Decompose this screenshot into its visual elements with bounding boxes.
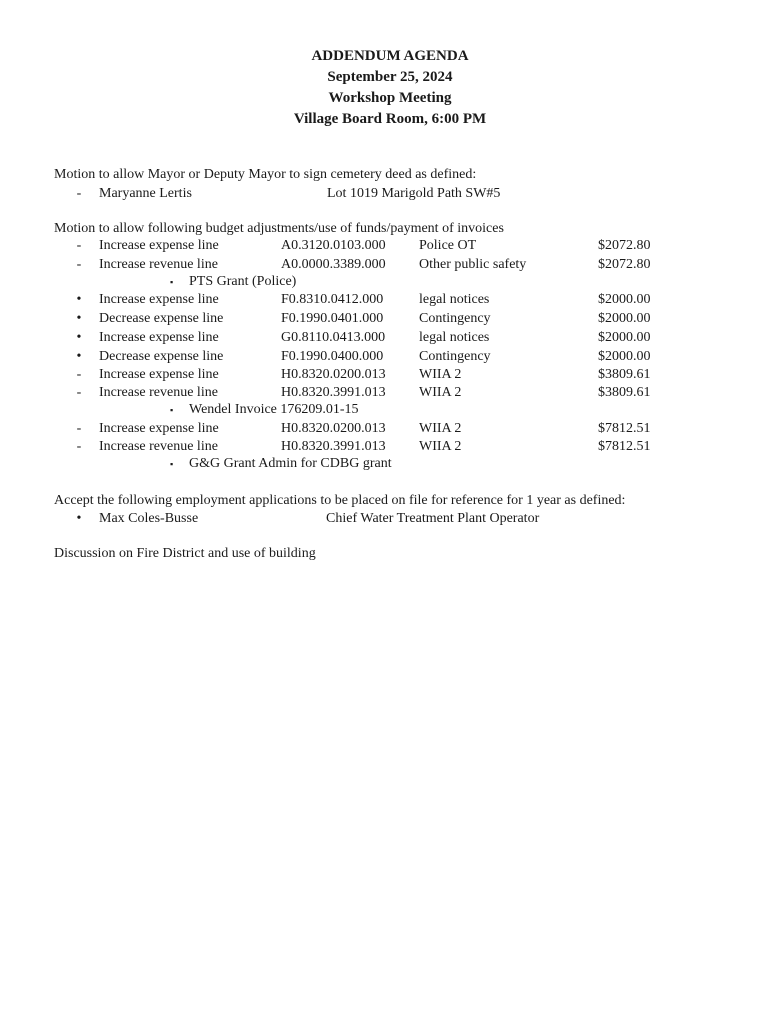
square-bullet-icon: ▪ [170,405,174,415]
dash-marker: - [76,257,82,272]
amount: $7812.51 [598,439,651,454]
budget-row [0,310,770,328]
dash-marker: - [76,186,82,201]
amount: $2000.00 [598,292,651,307]
account-code: A0.0000.3389.000 [281,257,386,272]
account-code: F0.8310.0412.000 [281,292,384,307]
amount: $2000.00 [598,349,651,364]
purpose: WIIA 2 [419,439,462,454]
agenda-title: ADDENDUM AGENDA [311,48,469,64]
adjustment-type: Increase expense line [99,238,219,253]
purpose: Contingency [419,311,491,326]
purpose: Other public safety [419,257,527,272]
adjustment-type: Increase expense line [99,330,219,345]
budget-row [0,329,770,347]
account-code: G0.8110.0413.000 [281,330,386,345]
agenda-header [0,46,770,130]
employment-row [0,510,770,528]
agenda-page: ADDENDUM AGENDA September 25, 2024 Workshop Meeting Village Board Room, 6:00 PM Motion to allow Mayor or Deputy Mayor to sign cemetery deed as defined: - Maryanne Lertis Lot 1019 Marigold Path SW#5 Motion to allow following budget adjustments/use of funds/payment of invoices - Increase expense line A0.3120.0103.000 Police OT $2072.80 - Increase revenue line A0.0000.3389.000 Other public safety $2072.80 ▪ PTS Grant (Police) • Increase expense line F0.8310.0412.000 legal notices $2000.00 • Decrease expense line F0.1990.0401.000 Contingency $2000.00 • Increase expense line G0.8110.0413.000 legal notices $2000.00 • Decrease expense line F0.1990.0400.000 Contingency $2000.00 - Increase expense line H0.8320.0200.013 WIIA 2 $3809.61 - Increase revenue line H0.8320.3991.013 WIIA 2 $3809.61 ▪ Wendel Invoice 176209.01-15 - Increase expense line H0.8320.0200.013 WIIA 2 $7812.51 - Increase revenue line H0.8320.3991.013 WIIA 2 $7812.51 ▪ G&G Grant Admin for CDBG grant Accept the following employment applications to be placed on file for reference for 1 year as defined: • Max Coles-Busse Chief Water Treatment Plant Operator Discussion on Fire District and use of building [0,0,770,1024]
account-code: H0.8320.0200.013 [281,421,386,436]
applicant-name: Max Coles-Busse [99,511,199,526]
amount: $2072.80 [598,257,651,272]
account-code: A0.3120.0103.000 [281,238,386,253]
budget-row [0,348,770,366]
square-bullet-icon: ▪ [170,459,174,469]
cemetery-deed-row [0,185,770,203]
adjustment-type: Increase revenue line [99,385,218,400]
purpose: WIIA 2 [419,367,462,382]
bullet-marker: • [76,511,82,526]
dash-marker: - [76,367,82,382]
budget-row [0,384,770,402]
bullet-marker: • [76,349,82,364]
bullet-marker: • [76,311,82,326]
meeting-type: Workshop Meeting [328,90,452,106]
purpose: legal notices [419,330,490,345]
budget-row [0,291,770,309]
meeting-location: Village Board Room, 6:00 PM [293,111,487,127]
dash-marker: - [76,421,82,436]
adjustment-type: Decrease expense line [99,349,224,364]
discussion-item: Discussion on Fire District and use of building [54,546,316,561]
purpose: Police OT [419,238,477,253]
dash-marker: - [76,238,82,253]
account-code: H0.8320.3991.013 [281,439,386,454]
amount: $7812.51 [598,421,651,436]
purpose: WIIA 2 [419,421,462,436]
budget-row [0,420,770,438]
amount: $2000.00 [598,311,651,326]
account-code: H0.8320.3991.013 [281,385,386,400]
bullet-marker: • [76,330,82,345]
budget-row [0,438,770,456]
account-code: F0.1990.0400.000 [281,349,384,364]
dash-marker: - [76,439,82,454]
budget-motion-text: Motion to allow following budget adjustments/use of funds/payment of invoices [54,221,504,236]
adjustment-type: Decrease expense line [99,311,224,326]
square-bullet-icon: ▪ [170,277,174,287]
amount: $3809.61 [598,385,651,400]
deed-holder-name: Maryanne Lertis [99,186,192,201]
adjustment-type: Increase revenue line [99,439,218,454]
deed-lot: Lot 1019 Marigold Path SW#5 [327,186,501,201]
purpose: WIIA 2 [419,385,462,400]
account-code: H0.8320.0200.013 [281,367,386,382]
budget-row [0,256,770,274]
purpose: Contingency [419,349,491,364]
cemetery-motion-text: Motion to allow Mayor or Deputy Mayor to sign cemetery deed as defined: [54,167,477,182]
dash-marker: - [76,385,82,400]
bullet-marker: • [76,292,82,307]
amount: $2000.00 [598,330,651,345]
amount: $3809.61 [598,367,651,382]
purpose: legal notices [419,292,490,307]
amount: $2072.80 [598,238,651,253]
budget-row [0,366,770,384]
adjustment-type: Increase expense line [99,421,219,436]
applicant-position: Chief Water Treatment Plant Operator [326,511,540,526]
adjustment-type: Increase expense line [99,292,219,307]
agenda-date: September 25, 2024 [327,69,453,85]
employment-motion-text: Accept the following employment applications to be placed on file for reference for 1 year as defined: [54,493,626,508]
adjustment-type: Increase revenue line [99,257,218,272]
adjustment-type: Increase expense line [99,367,219,382]
account-code: F0.1990.0401.000 [281,311,384,326]
budget-row [0,237,770,255]
